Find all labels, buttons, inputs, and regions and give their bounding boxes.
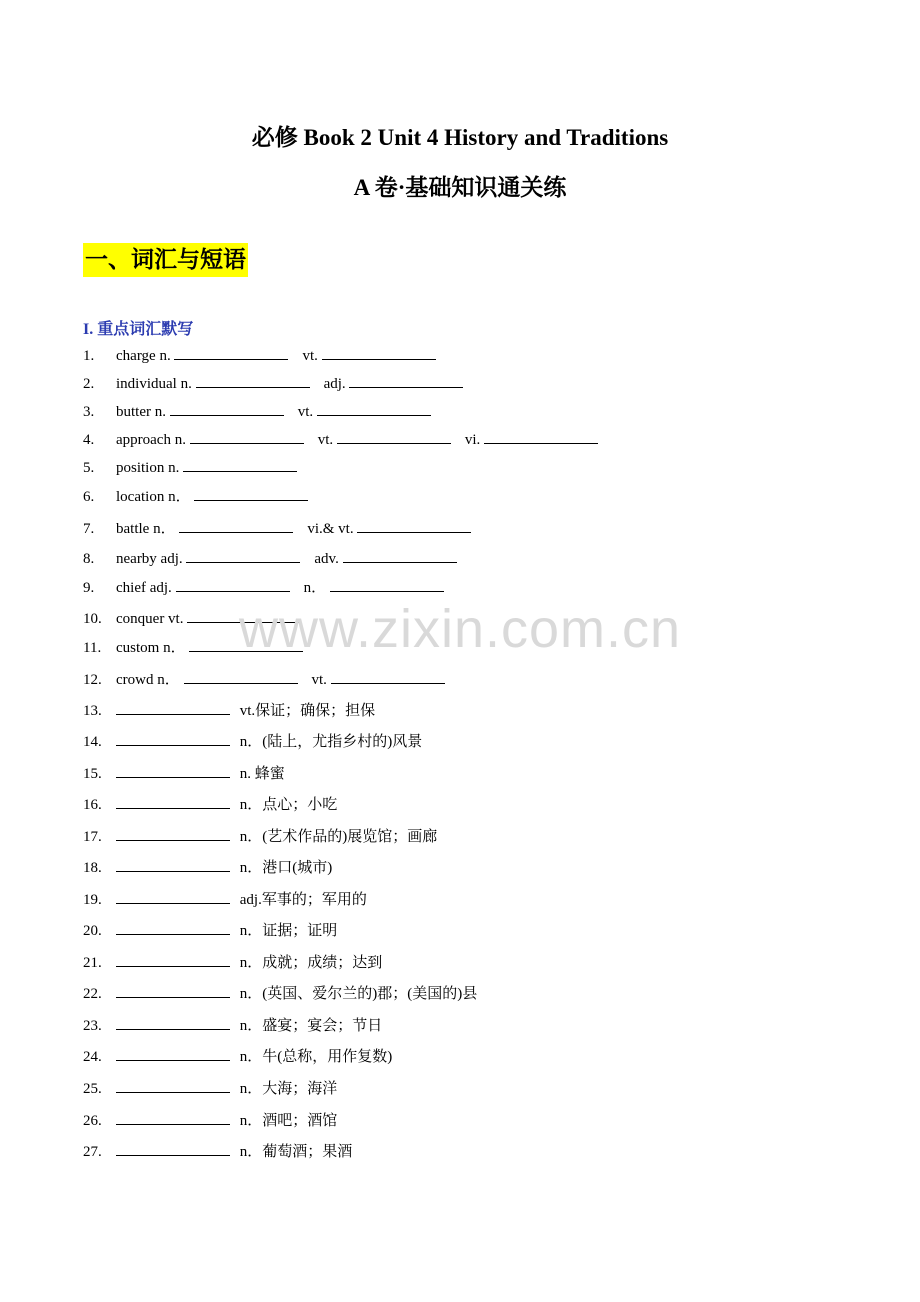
item-number: 3.: [83, 404, 95, 420]
item-number: 14.: [83, 734, 102, 750]
word-label: n．: [303, 580, 327, 596]
word-label: crowd n．: [116, 672, 180, 688]
word-label: adv.: [314, 551, 339, 567]
answer-blank[interactable]: [176, 577, 290, 592]
answer-blank[interactable]: [183, 457, 297, 472]
word-label: nearby adj.: [116, 551, 183, 567]
item-number: 13.: [83, 703, 102, 719]
meaning-text: n．(英国、爱尔兰的)郡；(美国的)县: [239, 986, 478, 1002]
meaning-text: n．牛(总称，用作复数): [239, 1049, 393, 1065]
answer-blank[interactable]: [357, 518, 471, 533]
answer-blank[interactable]: [116, 1046, 230, 1061]
item-body: [116, 700, 375, 722]
item-number: 26.: [83, 1113, 102, 1129]
answer-blank[interactable]: [184, 669, 298, 684]
item-number: 23.: [83, 1018, 102, 1034]
answer-blank[interactable]: [194, 486, 308, 501]
item-number: 16.: [83, 797, 102, 813]
item-number: 4.: [83, 432, 95, 448]
item-body: [116, 669, 445, 691]
item-body: [116, 794, 337, 816]
item-number: 10.: [83, 611, 102, 627]
meaning-text: n．(艺术作品的)展览馆；画廊: [239, 829, 438, 845]
meaning-text: n．点心；小吃: [239, 797, 338, 813]
word-label: vt.: [297, 404, 314, 420]
subsection-heading: I. 重点词汇默写: [83, 321, 194, 338]
document-subtitle: A 卷·基础知识通关练: [353, 175, 567, 200]
item-number: 17.: [83, 829, 102, 845]
word-label: vt.: [311, 672, 327, 688]
answer-blank[interactable]: [174, 345, 288, 360]
answer-blank[interactable]: [116, 826, 230, 841]
item-body: [116, 1078, 337, 1100]
meaning-text: adj.军事的；军用的: [239, 892, 367, 908]
word-label: conquer vt.: [116, 611, 184, 627]
word-label: battle n．: [116, 521, 176, 537]
word-label: adj.: [323, 376, 346, 392]
item-body: [116, 1141, 352, 1163]
meaning-text: n. 蜂蜜: [239, 766, 285, 782]
item-number: 6.: [83, 489, 95, 505]
item-body: [116, 1046, 392, 1068]
item-body: [116, 952, 382, 974]
item-number: 24.: [83, 1049, 102, 1065]
answer-blank[interactable]: [317, 401, 431, 416]
item-number: 7.: [83, 521, 95, 537]
answer-blank[interactable]: [116, 920, 230, 935]
item-body: [116, 731, 422, 753]
answer-blank[interactable]: [116, 763, 230, 778]
item-body: [116, 920, 337, 942]
answer-blank[interactable]: [116, 700, 230, 715]
item-body: [116, 983, 477, 1005]
item-number: 19.: [83, 892, 102, 908]
word-label: position n.: [116, 460, 180, 476]
meaning-text: n．成就；成绩；达到: [239, 955, 383, 971]
meaning-text: n．(陆上，尤指乡村的)风景: [239, 734, 423, 750]
answer-blank[interactable]: [331, 669, 445, 684]
answer-blank[interactable]: [116, 794, 230, 809]
word-label: chief adj.: [116, 580, 172, 596]
item-number: 18.: [83, 860, 102, 876]
meaning-text: n．港口(城市): [239, 860, 333, 876]
item-body: [116, 429, 598, 451]
item-number: 21.: [83, 955, 102, 971]
item-body: [116, 548, 457, 570]
item-body: [116, 457, 297, 479]
meaning-text: n．证据；证明: [239, 923, 338, 939]
item-body: [116, 345, 436, 367]
answer-blank[interactable]: [116, 983, 230, 998]
item-number: 8.: [83, 551, 95, 567]
answer-blank[interactable]: [116, 889, 230, 904]
meaning-text: n．葡萄酒；果酒: [239, 1144, 353, 1160]
word-label: butter n.: [116, 404, 166, 420]
item-body: [116, 857, 332, 879]
word-label: vi.& vt.: [307, 521, 354, 537]
word-label: vt.: [302, 348, 318, 364]
document-title: 必修 Book 2 Unit 4 History and Traditions: [251, 125, 669, 150]
item-body: [116, 1110, 337, 1132]
answer-blank[interactable]: [484, 429, 598, 444]
item-number: 2.: [83, 376, 95, 392]
item-body: [116, 486, 308, 508]
answer-blank[interactable]: [196, 373, 310, 388]
item-body: [116, 826, 437, 848]
item-number: 15.: [83, 766, 102, 782]
word-label: custom n．: [116, 640, 186, 656]
item-body: [116, 1015, 382, 1037]
answer-blank[interactable]: [179, 518, 293, 533]
answer-blank[interactable]: [337, 429, 451, 444]
answer-blank[interactable]: [116, 1015, 230, 1030]
meaning-text: vt.保证；确保；担保: [239, 703, 376, 719]
answer-blank[interactable]: [170, 401, 284, 416]
word-label: location n．: [116, 489, 191, 505]
item-number: 1.: [83, 348, 95, 364]
answer-blank[interactable]: [190, 429, 304, 444]
item-number: 9.: [83, 580, 95, 596]
answer-blank[interactable]: [186, 548, 300, 563]
word-label: vt.: [317, 432, 334, 448]
meaning-text: n．大海；海洋: [239, 1081, 338, 1097]
word-label: vi.: [464, 432, 481, 448]
item-number: 11.: [83, 640, 102, 656]
section-heading: 一、词汇与短语: [83, 243, 248, 277]
word-label: charge n.: [116, 348, 171, 364]
answer-blank[interactable]: [349, 373, 463, 388]
word-label: approach n.: [116, 432, 186, 448]
item-body: [116, 889, 367, 911]
meaning-text: n．酒吧；酒馆: [239, 1113, 338, 1129]
item-number: 12.: [83, 672, 102, 688]
answer-blank[interactable]: [116, 1110, 230, 1125]
answer-blank[interactable]: [322, 345, 436, 360]
answer-blank[interactable]: [116, 1078, 230, 1093]
answer-blank[interactable]: [116, 1141, 230, 1156]
item-number: 5.: [83, 460, 95, 476]
answer-blank[interactable]: [116, 731, 230, 746]
item-body: [116, 401, 431, 423]
answer-blank[interactable]: [116, 857, 230, 872]
item-body: [116, 577, 444, 599]
meaning-text: n．盛宴；宴会；节日: [239, 1018, 383, 1034]
item-body: [116, 518, 471, 540]
answer-blank[interactable]: [330, 577, 444, 592]
answer-blank[interactable]: [116, 952, 230, 967]
word-label: individual n.: [116, 376, 192, 392]
item-body: [116, 373, 463, 395]
item-number: 20.: [83, 923, 102, 939]
item-number: 22.: [83, 986, 102, 1002]
item-number: 27.: [83, 1144, 102, 1160]
answer-blank[interactable]: [343, 548, 457, 563]
watermark: www.zixin.com.cn: [238, 599, 682, 659]
item-number: 25.: [83, 1081, 102, 1097]
item-body: [116, 763, 285, 785]
